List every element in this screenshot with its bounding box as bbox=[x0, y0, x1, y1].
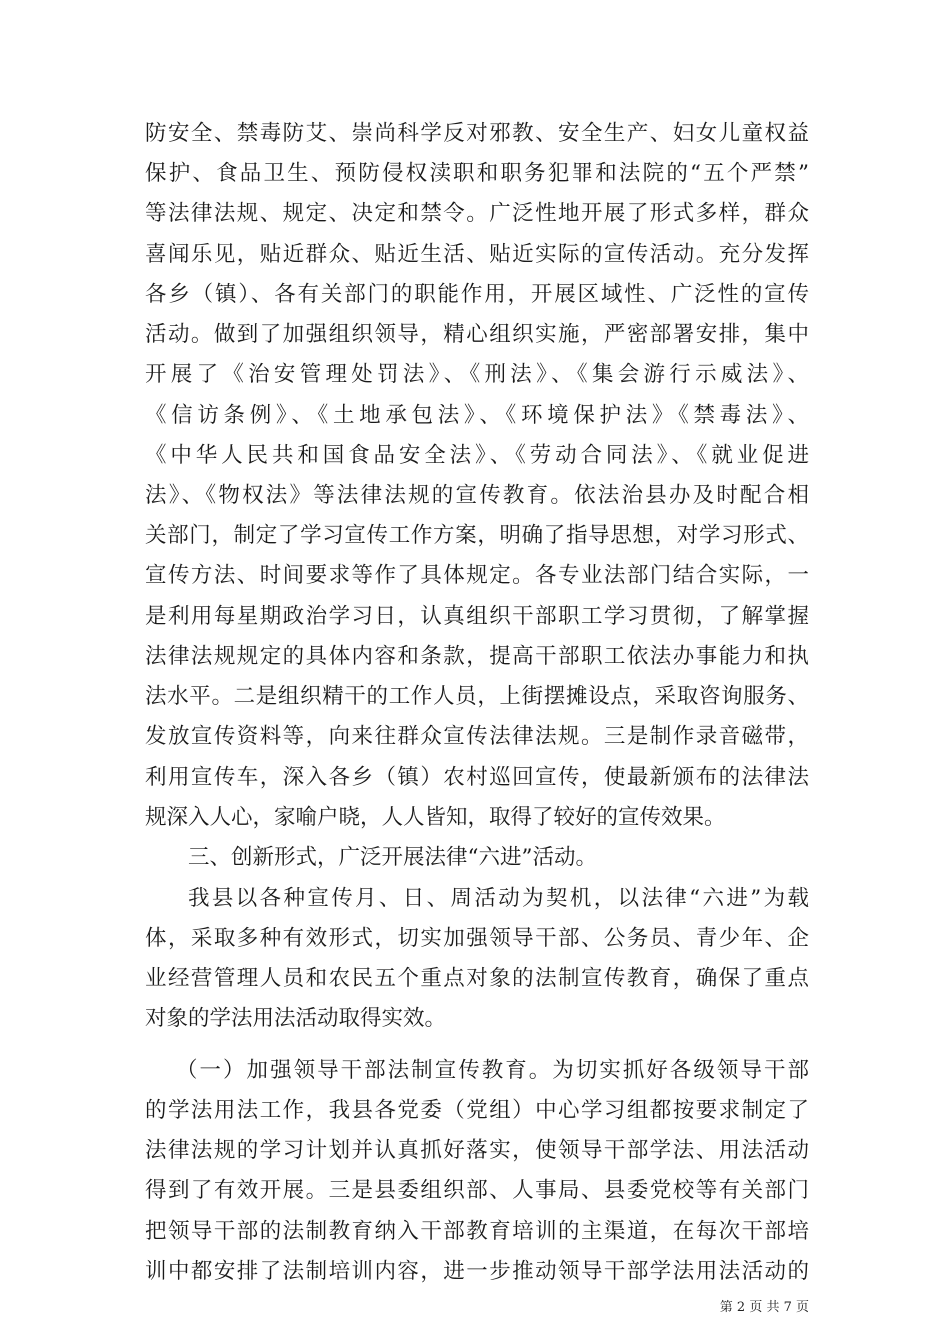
body-line: 《信访条例》、《土地承包法》、《环境保护法》《禁毒法》、 bbox=[145, 403, 809, 428]
body-line: 法》、《物权法》等法律法规的宣传教育。依法治县办及时配合相 bbox=[145, 483, 809, 508]
body-line: 把领导干部的法制教育纳入干部教育培训的主渠道，在每次干部培 bbox=[145, 1219, 809, 1244]
body-line: 法水平。二是组织精干的工作人员，上街摆摊设点，采取咨询服务、 bbox=[145, 684, 809, 709]
body-line: 是利用每星期政治学习日，认真组织干部职工学习贯彻，了解掌握 bbox=[145, 604, 809, 629]
section-heading: 三、创新形式，广泛开展法律“六进”活动。 bbox=[188, 845, 597, 870]
body-line: 体，采取多种有效形式，切实加强领导干部、公务员、青少年、企 bbox=[145, 926, 809, 951]
body-line: 各乡（镇）、各有关部门的职能作用，开展区域性、广泛性的宣传 bbox=[145, 282, 809, 307]
body-line: 开展了《治安管理处罚法》、《刑法》、《集会游行示威法》、 bbox=[145, 362, 809, 387]
body-line: 对象的学法用法活动取得实效。 bbox=[145, 1006, 447, 1031]
body-line: 得到了有效开展。三是县委组织部、人事局、县委党校等有关部门 bbox=[145, 1178, 809, 1203]
body-line: 利用宣传车，深入各乡（镇）农村巡回宣传，使最新颁布的法律法 bbox=[145, 765, 809, 790]
body-line: 业经营管理人员和农民五个重点对象的法制宣传教育，确保了重点 bbox=[145, 966, 809, 991]
body-line: 等法律法规、规定、决定和禁令。广泛性地开展了形式多样，群众 bbox=[145, 201, 809, 226]
body-line: 保护、食品卫生、预防侵权渎职和职务犯罪和法院的“五个严禁” bbox=[145, 161, 809, 186]
body-line: 我县以各种宣传月、日、周活动为契机，以法律“六进”为载 bbox=[188, 886, 809, 911]
body-line: 发放宣传资料等，向来往群众宣传法律法规。三是制作录音磁带， bbox=[145, 724, 809, 749]
body-line: 关部门，制定了学习宣传工作方案，明确了指导思想，对学习形式、 bbox=[145, 523, 809, 548]
body-line: 规深入人心，家喻户晓，人人皆知，取得了较好的宣传效果。 bbox=[145, 805, 726, 830]
body-line: 法律法规规定的具体内容和条款，提高干部职工依法办事能力和执 bbox=[145, 644, 809, 669]
body-line: 防安全、禁毒防艾、崇尚科学反对邪教、安全生产、妇女儿童权益 bbox=[145, 121, 809, 146]
body-line: 法律法规的学习计划并认真抓好落实，使领导干部学法、用法活动 bbox=[145, 1138, 809, 1163]
body-line: 《中华人民共和国食品安全法》、《劳动合同法》、《就业促进 bbox=[145, 443, 809, 468]
body-line: 活动。做到了加强组织领导，精心组织实施，严密部署安排，集中 bbox=[145, 322, 809, 347]
body-line: 喜闻乐见，贴近群众、贴近生活、贴近实际的宣传活动。充分发挥 bbox=[145, 242, 809, 267]
body-line: 宣传方法、时间要求等作了具体规定。各专业法部门结合实际，一 bbox=[145, 563, 809, 588]
body-line: 训中都安排了法制培训内容，进一步推动领导干部学法用法活动的 bbox=[145, 1259, 809, 1284]
body-line: 的学法用法工作，我县各党委（党组）中心学习组都按要求制定了 bbox=[145, 1098, 809, 1123]
body-line: （一）加强领导干部法制宣传教育。为切实抓好各级领导干部 bbox=[176, 1058, 809, 1083]
page-number: 第 2 页 共 7 页 bbox=[719, 1300, 809, 1315]
